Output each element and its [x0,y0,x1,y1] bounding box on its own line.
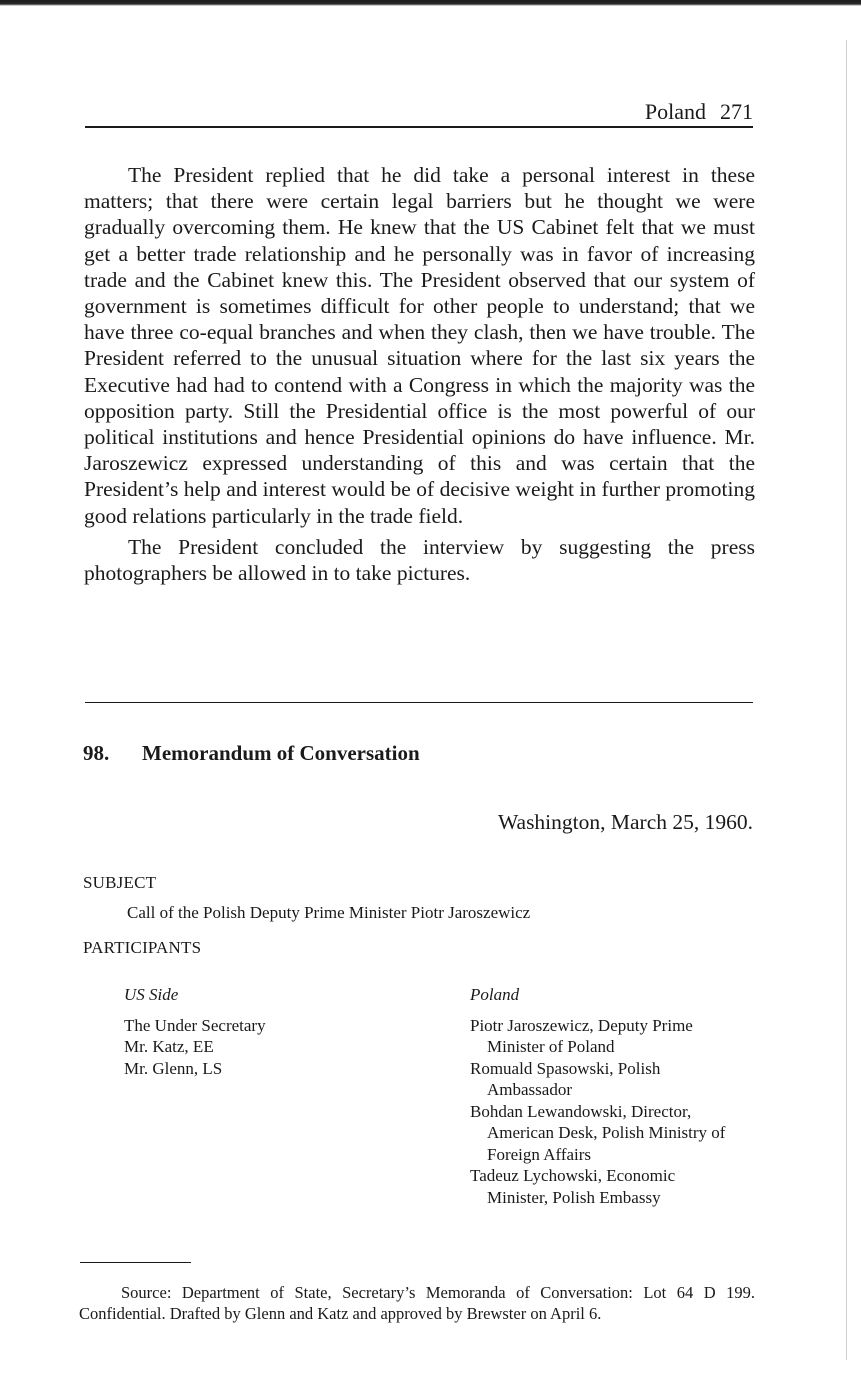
participant-entry [470,1058,770,1101]
header-rule [85,126,753,128]
subject-label: SUBJECT [83,873,157,892]
dateline: Washington, March 25, 1960. [497,810,753,834]
participant-entry: Mr. Glenn, LS [124,1058,223,1078]
participant-line: Minister of Poland [487,1037,615,1056]
participant-line: Bohdan Lewandowski, Director, [470,1101,692,1121]
participant-line: Romuald Spasowski, Polish [470,1058,661,1078]
poland-side-heading: Poland [470,985,520,1004]
subject-text: Call of the Polish Deputy Prime Minister Piotr Jaroszewicz [127,903,531,922]
running-head-section: Poland [644,99,706,124]
scan-edge-right [846,40,847,1360]
participant-entry: The Under Secretary [124,1015,266,1035]
body-text [84,162,755,591]
footnote-text: Source: Department of State, Secretary’s Memoranda of Conversation: Lot 64 D 199. Confidential. Drafted by Glenn and Katz and approved by Brewster on April 6. [79,1283,755,1323]
page-number: 271 [720,99,753,124]
participant-entry [470,1015,770,1058]
participants-label: PARTICIPANTS [83,938,202,957]
poland-side-column [470,984,770,1208]
participant-entry [470,1101,770,1166]
body-paragraph: The President concluded the interview by suggesting the press photographers be allowed in to take pictures. [84,534,755,586]
document-number: 98. [83,741,110,765]
footnote [79,1282,755,1324]
us-side-heading: US Side [124,985,179,1004]
running-head [85,97,753,127]
body-paragraph: The President replied that he did take a personal interest in these matters; that there were certain legal barriers but he thought we were gradually overcoming them. He knew that the US Cabinet felt that we must get a better trade relationship and he personally was in favor of increasing trade and the Cabinet knew this. The President observed that our system of government is sometimes difficult for other people to understand; that we have three co-equal branches and when they clash, then we have trouble. The President referred to the unusual situation where for the last six years the Executive had had to contend with a Congress in which the majority was the opposition party. Still the Presidential office is the most powerful of our political institutions and hence Presidential opinions do have influence. Mr. Jaroszewicz expressed understanding of this and was certain that the President’s help and interest would be of decisive weight in further promoting good relations particularly in the trade field. [84,163,755,528]
document-title: Memorandum of Conversation [142,741,420,765]
participant-line: Ambassador [487,1080,572,1099]
participant-line: Foreign Affairs [487,1144,592,1164]
document-heading [83,739,420,767]
participant-line: Tadeuz Lychowski, Economic [470,1166,676,1185]
participant-entry [470,1165,770,1208]
participant-line: Piotr Jaroszewicz, Deputy Prime [470,1015,693,1035]
participant-entry: Mr. Katz, EE [124,1037,214,1056]
section-divider [85,702,753,703]
us-side-column [124,984,424,1079]
footnote-rule [80,1262,191,1263]
participant-line: American Desk, Polish Ministry of [487,1123,726,1142]
participant-line: Minister, Polish Embassy [487,1187,661,1207]
scan-edge-top [0,0,861,6]
